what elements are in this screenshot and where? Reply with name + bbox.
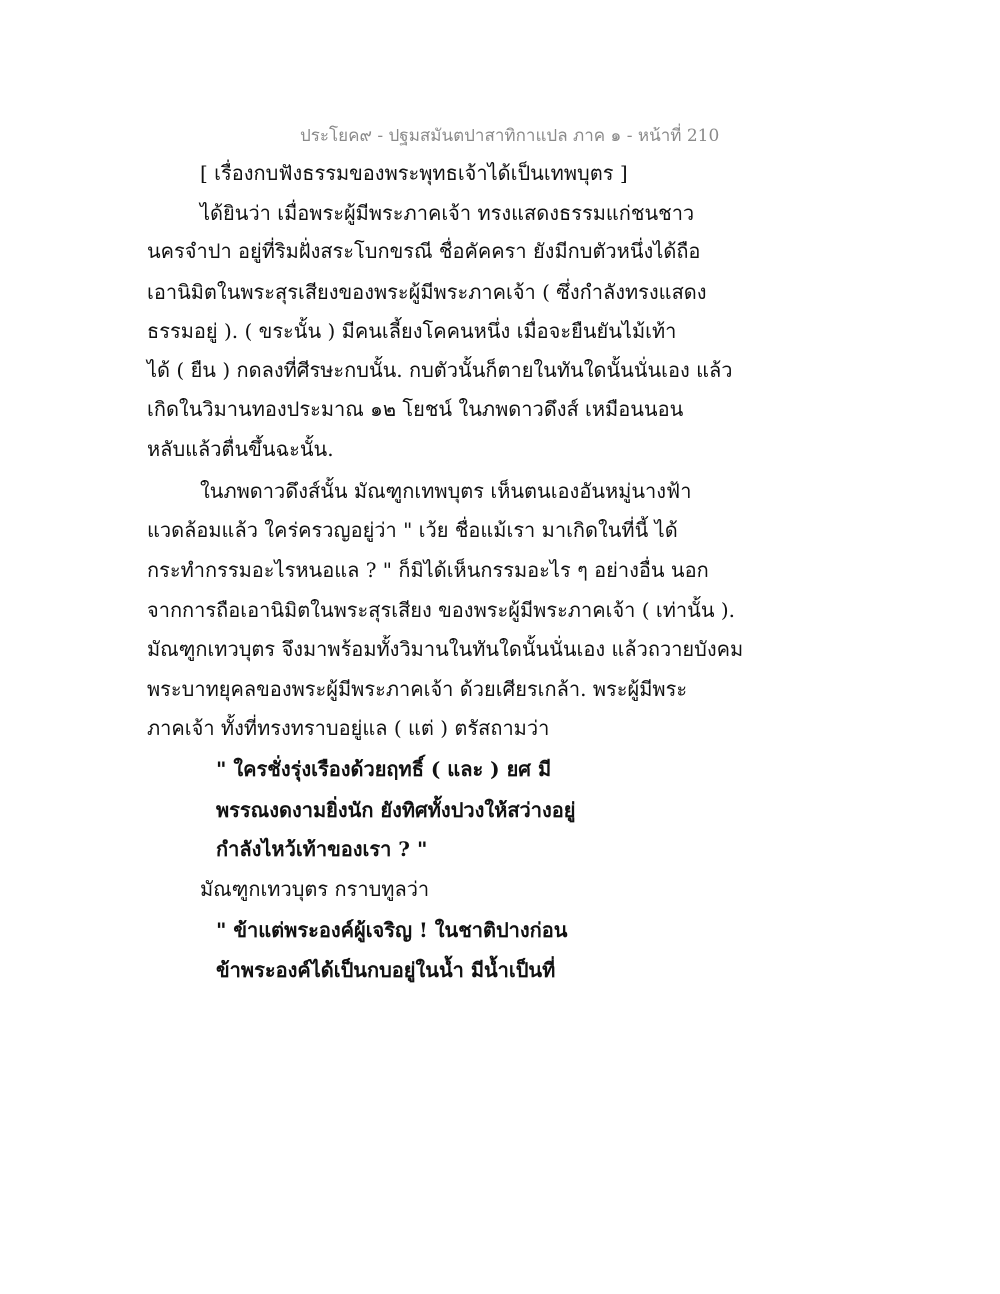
section-title: [ เรื่องกบฟังธรรมของพระพุทธเจ้าได้เป็นเทพบุตร ] (200, 161, 628, 185)
text-line: พระบาทยุคลของพระผู้มีพระภาคเจ้า ด้วยเศียรเกล้า. พระผู้มีพระ (147, 677, 688, 701)
text-line: แวดล้อมแล้ว ใคร่ครวญอยู่ว่า " เว้ย ชื่อแม้เรา มาเกิดในที่นี้ ได้ (147, 518, 678, 542)
text-line: เอานิมิตในพระสุรเสียงของพระผู้มีพระภาคเจ้า ( ซึ่งกำลังทรงแสดง (147, 280, 707, 304)
text-line: นครจำปา อยู่ที่ริมฝั่งสระโบกขรณี ชื่อคัคครา ยังมีกบตัวหนึ่งได้ถือ (147, 239, 701, 263)
text-line: ได้ ( ยืน ) กดลงที่ศีรษะกบนั้น. กบตัวนั้นก็ตายในทันใดนั้นนั่นเอง แล้ว (147, 358, 733, 382)
text-line: มัณฑูกเทวบุตร กราบทูลว่า (200, 877, 430, 901)
text-line: จากการถือเอานิมิตในพระสุรเสียง ของพระผู้มีพระภาคเจ้า ( เท่านั้น ). (147, 598, 736, 622)
verse-line: พรรณงดงามยิ่งนัก ยังทิศทั้งปวงให้สว่างอยู่ (216, 798, 576, 822)
verse-line: " ใครชั่งรุ่งเรืองด้วยฤทธิ์ ( และ ) ยศ มี (216, 757, 552, 781)
text-line: กระทำกรรมอะไรหนอแล ? " ก็มิได้เห็นกรรมอะไร ๆ อย่างอื่น นอก (147, 558, 709, 582)
text-line: หลับแล้วตื่นขึ้นฉะนั้น. (147, 437, 334, 461)
text-line: ในภพดาวดึงส์นั้น มัณฑูกเทพบุตร เห็นตนเองอันหมู่นางฟ้า (200, 479, 692, 503)
text-line: ภาคเจ้า ทั้งที่ทรงทราบอยู่แล ( แต่ ) ตรัสถามว่า (147, 716, 550, 740)
text-line: ธรรมอยู่ ). ( ขระนั้น ) มีคนเลี้ยงโคคนหนึ่ง เมื่อจะยืนยันไม้เท้า (147, 319, 677, 343)
text-line: เกิดในวิมานทองประมาณ ๑๒ โยชน์ ในภพดาวดึงส์ เหมือนนอน (147, 397, 684, 421)
verse-line: ข้าพระองค์ได้เป็นกบอยู่ในน้ำ มีน้ำเป็นที่ (216, 958, 556, 982)
text-line: ได้ยินว่า เมื่อพระผู้มีพระภาคเจ้า ทรงแสดงธรรมแก่ชนชาว (200, 201, 695, 225)
verse-line: " ข้าแต่พระองค์ผู้เจริญ ! ในชาติปางก่อน (216, 918, 568, 942)
verse-line: กำลังไหว้เท้าของเรา ? " (216, 837, 428, 861)
text-line: มัณฑูกเทวบุตร จึงมาพร้อมทั้งวิมานในทันใดนั้นนั่นเอง แล้วถวายบังคม (147, 637, 744, 661)
page-header: ประโยค๙ - ปฐมสมันตปาสาทิกาแปล ภาค ๑ - หน้าที่ 210 (300, 126, 720, 146)
